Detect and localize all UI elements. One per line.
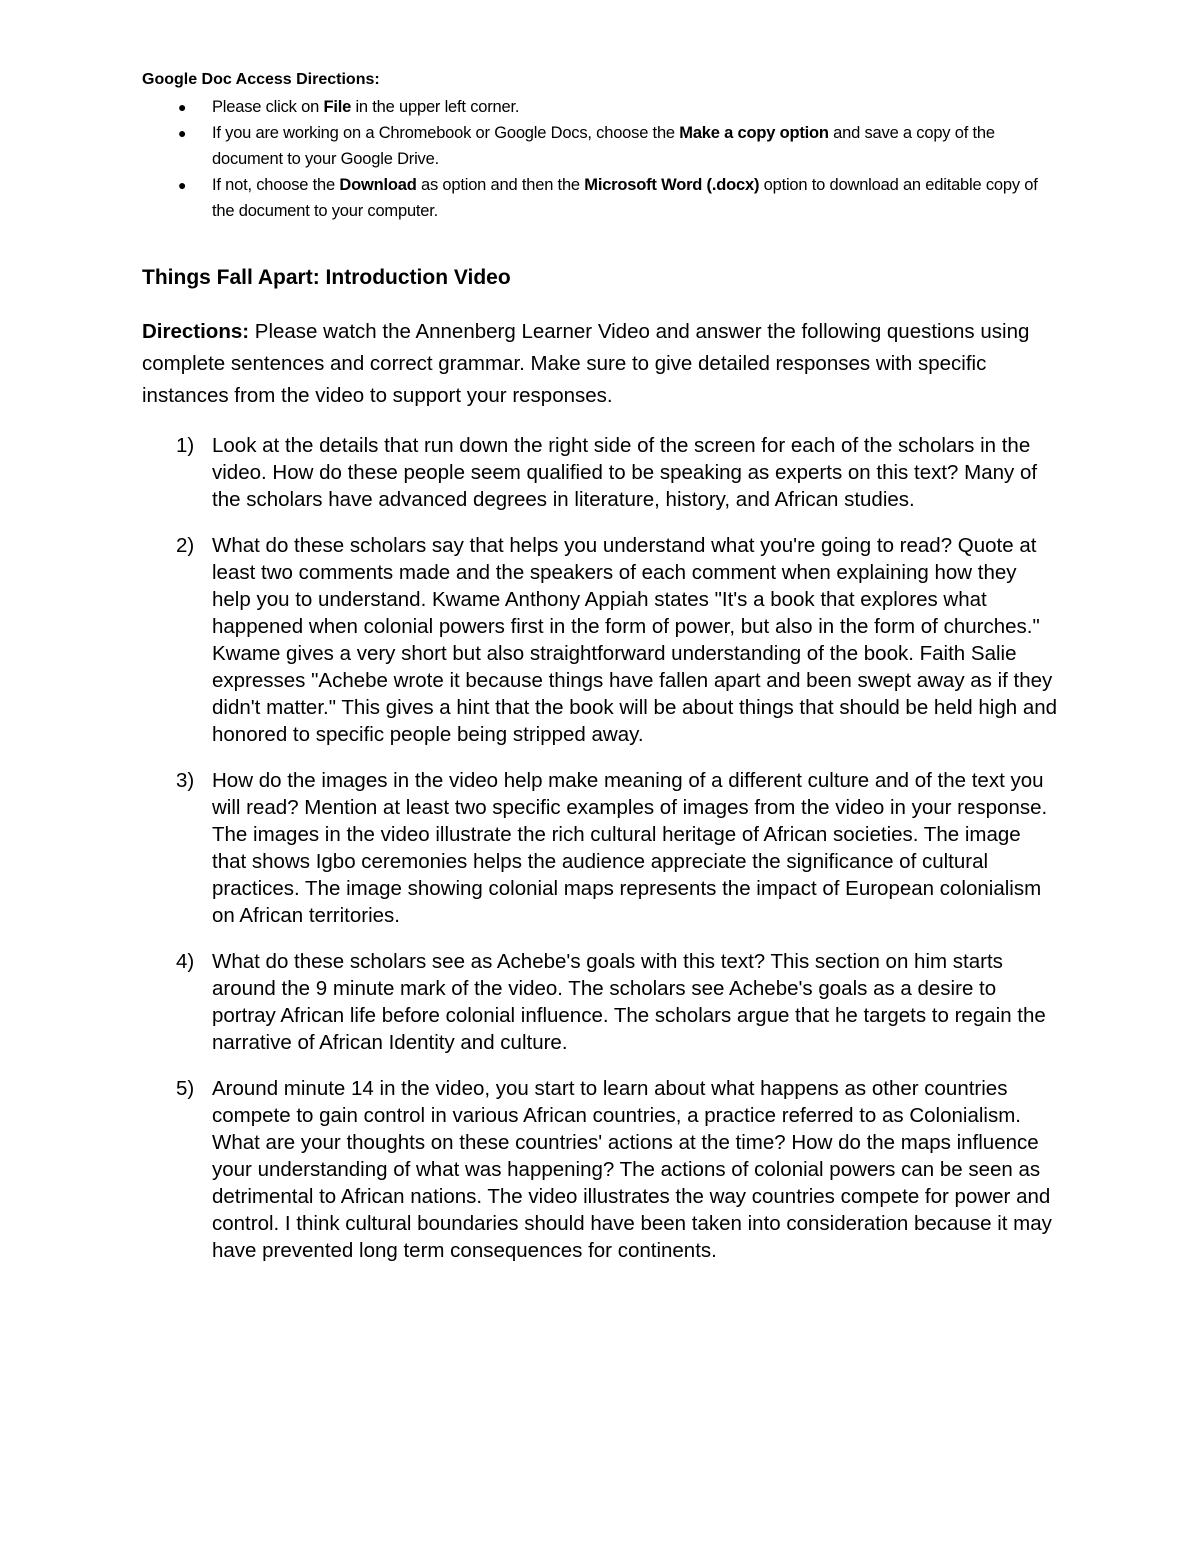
- question-item: [142, 1075, 1060, 1264]
- access-item-text: option to download an editable copy of the document to your computer.: [212, 176, 1038, 220]
- question-number: 4): [176, 950, 195, 973]
- access-item-text: and save a copy of the document to your Google Drive.: [212, 124, 995, 168]
- access-item-text: as option and then the: [416, 176, 585, 194]
- document-page: [142, 68, 1060, 1283]
- access-item: [142, 94, 1060, 120]
- bullet-icon: ●: [178, 177, 187, 193]
- access-item: [142, 120, 1060, 172]
- document-title: Things Fall Apart: Introduction Video: [142, 266, 511, 289]
- question-item: [142, 432, 1060, 513]
- question-text: Look at the details that run down the right side of the screen for each of the scholars in the video. How do these people seem qualified to be speaking as experts on this text? Many of the scholars have advanced degrees in literature, history, and African studies.: [212, 434, 1038, 511]
- access-item-bold: Make a copy option: [679, 124, 829, 142]
- question-text: What do these scholars see as Achebe's goals with this text? This section on him starts around the 9 minute mark of the video. The scholars see Achebe's goals as a desire to portray African life before colonial influence. The scholars argue that he targets to regain the narrative of African Identity and culture.: [212, 950, 1046, 1054]
- access-item-bold: Download: [339, 176, 417, 194]
- question-item: [142, 767, 1060, 929]
- question-item: [142, 948, 1060, 1056]
- access-item-text: in the upper left corner.: [351, 98, 520, 116]
- access-item-text: Please click on: [212, 98, 324, 116]
- bullet-icon: ●: [178, 125, 187, 141]
- access-item-text: If not, choose the: [212, 176, 340, 194]
- directions-paragraph: [142, 316, 1060, 412]
- question-item: [142, 532, 1060, 748]
- question-text: What do these scholars say that helps you understand what you're going to read? Quote at least two comments made and the speakers of each comment when explaining how they help you to understand. Kwame Anthony Appiah states "It's a book that explores what happened when colonial powers first in the form of power, but also in the form of churches." Kwame gives a very short but also straightforward understanding of the book. Faith Salie expresses "Achebe wrote it because things have fallen apart and been swept away as if they didn't matter." This gives a hint that the book will be about things that should be held high and honored to specific people being stripped away.: [212, 534, 1058, 746]
- access-item-text: If you are working on a Chromebook or Google Docs, choose the: [212, 124, 680, 142]
- access-directions-list: [142, 94, 1060, 224]
- question-number: 5): [176, 1077, 195, 1100]
- questions-list: [142, 432, 1060, 1264]
- directions-text: Please watch the Annenberg Learner Video and answer the following questions using complete sentences and correct grammar. Make sure to give detailed responses with specific instances from the video to support your responses.: [142, 320, 1030, 407]
- question-text: How do the images in the video help make meaning of a different culture and of the text you will read? Mention at least two specific examples of images from the video in your response. The images in the video illustrate the rich cultural heritage of African societies. The image that shows Igbo ceremonies helps the audience appreciate the significance of cultural practices. The image showing colonial maps represents the impact of European colonialism on African territories.: [212, 769, 1048, 927]
- question-number: 3): [176, 769, 195, 792]
- question-number: 1): [176, 434, 195, 457]
- access-item: [142, 172, 1060, 224]
- question-text: Around minute 14 in the video, you start to learn about what happens as other countries compete to gain control in various African countries, a practice referred to as Colonialism. What are your thoughts on these countries' actions at the time? How do the maps influence your understanding of what was happening? The actions of colonial powers can be seen as detrimental to African nations. The video illustrates the way countries compete for power and control. I think cultural boundaries should have been taken into consideration because it may have prevented long term consequences for continents.: [212, 1077, 1052, 1262]
- access-item-bold: File: [323, 98, 352, 116]
- directions-label: Directions:: [142, 320, 250, 343]
- bullet-icon: ●: [178, 99, 187, 115]
- question-number: 2): [176, 534, 195, 557]
- access-item-bold: Microsoft Word (.docx): [584, 176, 760, 194]
- access-directions-heading: Google Doc Access Directions:: [142, 71, 380, 88]
